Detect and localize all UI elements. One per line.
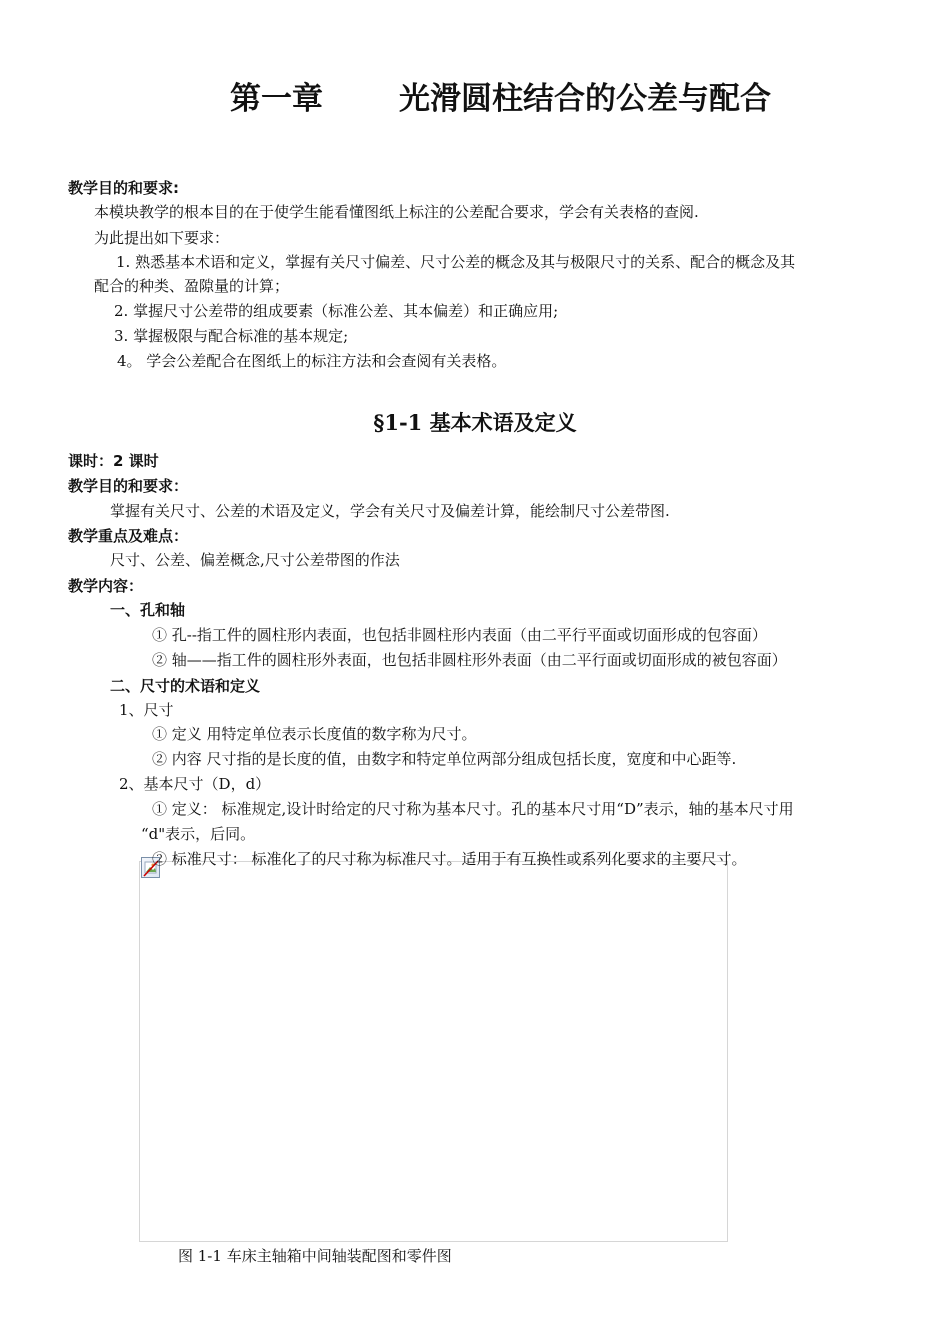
size-definition: ① 定义 用特定单位表示长度值的数字称为尺寸。: [152, 725, 477, 743]
chapter-label: 第一章: [230, 81, 323, 117]
objectives-heading: 教学目的和要求:: [68, 179, 179, 197]
key-text: 尺寸、公差、偏差概念,尺寸公差带图的作法: [110, 551, 400, 569]
basic-size-definition-cont: “d"表示，后同。: [141, 825, 256, 843]
figure-placeholder: [139, 861, 728, 1242]
chapter-title: [230, 78, 771, 120]
basic-size-definition: ① 定义： 标准规定,设计时给定的尺寸称为基本尺寸。孔的基本尺寸用“D”表示，轴的基本尺寸用: [152, 800, 794, 818]
basic-size-heading: 2、基本尺寸（D，d）: [119, 775, 271, 793]
chapter-name: 光滑圆柱结合的公差与配合: [399, 81, 771, 117]
objectives-item-4: 4。 学会公差配合在图纸上的标注方法和会查阅有关表格。: [117, 352, 507, 370]
key-heading: 教学重点及难点：: [68, 527, 189, 545]
goal-heading: 教学目的和要求：: [68, 477, 189, 495]
figure-caption: 图 1-1 车床主轴箱中间轴装配图和零件图: [178, 1247, 452, 1265]
size-heading: 1、尺寸: [119, 701, 174, 719]
content-heading: 教学内容：: [68, 577, 144, 595]
objectives-item-1-cont: 配合的种类、盈隙量的计算；: [94, 277, 290, 295]
class-hours: 课时：2 课时: [68, 452, 159, 470]
part2-heading: 二、尺寸的术语和定义: [110, 677, 261, 695]
size-content: ② 内容 尺寸指的是长度的值，由数字和特定单位两部分组成包括长度，宽度和中心距等.: [152, 750, 737, 768]
objectives-item-1: 1. 熟悉基本术语和定义，掌握有关尺寸偏差、尺寸公差的概念及其与极限尺寸的关系、配合的概念及其: [116, 253, 796, 271]
goal-text: 掌握有关尺寸、公差的术语及定义，学会有关尺寸及偏差计算，能绘制尺寸公差带图.: [110, 502, 670, 520]
objectives-item-2: 2. 掌握尺寸公差带的组成要素（标准公差、其本偏差）和正确应用;: [114, 302, 559, 320]
objectives-paragraph-2: 为此提出如下要求：: [94, 229, 230, 247]
objectives-paragraph-1: 本模块教学的根本目的在于使学生能看懂图纸上标注的公差配合要求，学会有关表格的查阅.: [94, 203, 699, 221]
objectives-item-3: 3. 掌握极限与配合标准的基本规定;: [114, 327, 349, 345]
standard-size-definition: ② 标准尺寸： 标准化了的尺寸称为标准尺寸。适用于有互换性或系列化要求的主要尺寸。: [152, 850, 747, 868]
section-title: §1-1 基本术语及定义: [373, 410, 577, 435]
hole-definition: ① 孔--指工件的圆柱形内表面，也包括非圆柱形内表面（由二平行平面或切面形成的包容面）: [152, 626, 767, 644]
part1-heading: 一、孔和轴: [110, 601, 186, 619]
shaft-definition: ② 轴——指工件的圆柱形外表面，也包括非圆柱形外表面（由二平行面或切面形成的被包容面）: [152, 651, 787, 669]
